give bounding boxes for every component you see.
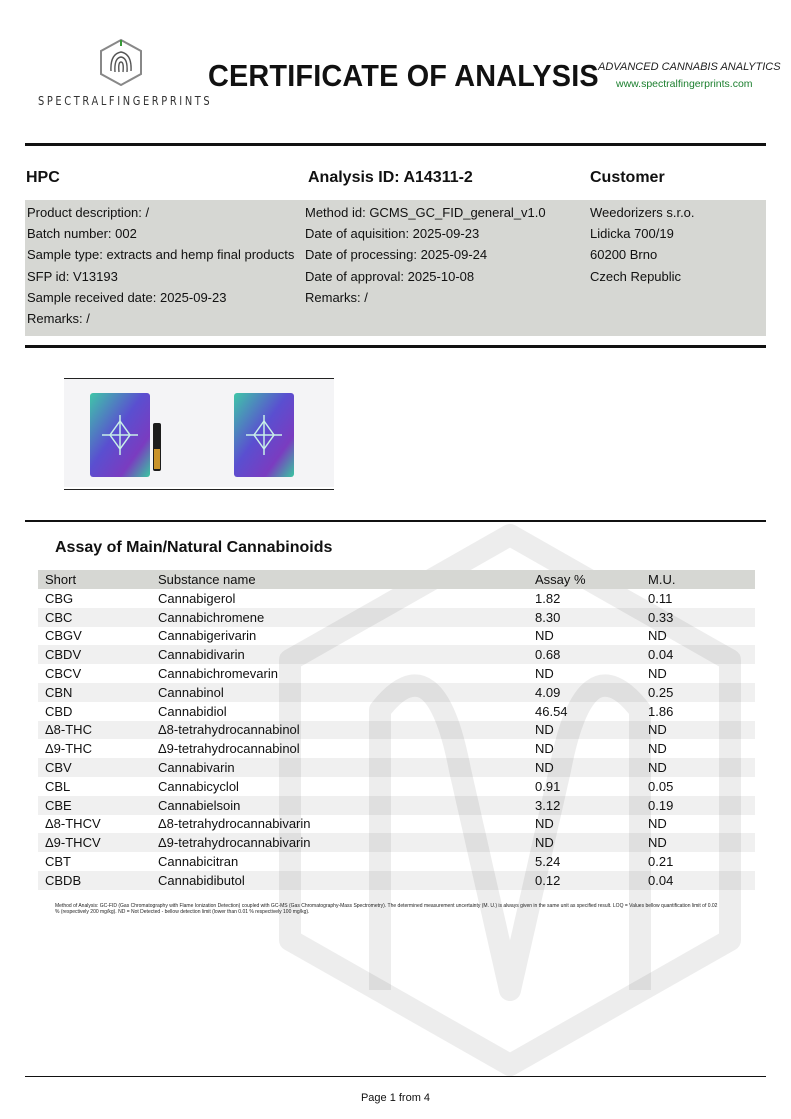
- fingerprint-logo-icon: [98, 38, 144, 86]
- cell-mu: ND: [648, 628, 667, 644]
- sample-received-date: Sample received date: 2025-09-23: [27, 289, 227, 305]
- cell-substance: Cannabigerivarin: [158, 628, 257, 644]
- cell-mu: ND: [648, 741, 667, 757]
- cell-assay: ND: [535, 628, 554, 644]
- cell-substance: Δ8-tetrahydrocannabinol: [151, 721, 528, 740]
- sample-type: Sample type: extracts and hemp final products: [27, 247, 295, 263]
- cell-substance: Cannabigerol: [158, 590, 236, 606]
- cell-mu: ND: [648, 816, 667, 832]
- cell-assay: ND: [528, 758, 641, 777]
- cell-mu: 0.33: [641, 608, 755, 627]
- date-of-approval: Date of approval: 2025-10-08: [305, 268, 475, 284]
- product-description: Product description: /: [27, 205, 150, 220]
- divider: [25, 143, 766, 146]
- cell-substance: Cannabidibutol: [151, 871, 528, 890]
- cell-short: Δ8-THC: [38, 721, 151, 740]
- column-header-short: Short: [38, 570, 151, 589]
- method-note: Method of Analysis: GC-FID (Gas Chromatography with Flame Ionization Detection) coupled with GC-MS (Gas Chromatography-Mass Spectrometry). The determined measurement uncertainty (M. U.) is always given in the same unit as specified result. LOQ = Values bellow quantification limit of 0.02 % (respectively 200 mg/kg). ND = Not Detected - bellow detection limit (lower than 0.01 % respectively 100 mg/kg).: [55, 903, 718, 916]
- table-row: [38, 589, 755, 608]
- cell-assay: ND: [535, 666, 554, 682]
- divider: [25, 520, 766, 522]
- cell-assay: 0.68: [528, 645, 641, 664]
- customer-street: Lidicka 700/19: [590, 226, 674, 242]
- cell-assay: ND: [528, 833, 641, 852]
- cell-short: CBDB: [38, 871, 151, 890]
- customer-city: 60200 Brno: [590, 247, 658, 263]
- cell-assay: ND: [535, 816, 554, 832]
- product-heading: HPC: [26, 169, 60, 186]
- table-row: [38, 702, 755, 721]
- method-id: Method id: GCMS_GC_FID_general_v1.0: [305, 205, 546, 220]
- cell-substance: Cannabicyclol: [158, 778, 239, 794]
- cell-substance: Cannabichromene: [151, 608, 528, 627]
- cell-substance: Cannabidivarin: [151, 645, 528, 664]
- sample-info: [27, 202, 294, 329]
- product-photo: [64, 378, 334, 490]
- customer-name: Weedorizers s.r.o.: [590, 205, 695, 220]
- cell-substance: Δ9-tetrahydrocannabinol: [158, 741, 300, 757]
- table-row: [38, 721, 755, 740]
- date-of-acquisition: Date of aquisition: 2025-09-23: [305, 226, 480, 242]
- table-header-row: [38, 570, 755, 589]
- cell-short: Δ8-THCV: [45, 816, 101, 832]
- cell-assay: 3.12: [528, 796, 641, 815]
- table-row: [38, 683, 755, 702]
- cell-mu: ND: [648, 666, 667, 682]
- method-info: [305, 202, 546, 308]
- method-remarks: Remarks: /: [305, 289, 368, 305]
- customer-heading: Customer: [590, 169, 665, 186]
- cell-assay: 1.82: [535, 590, 561, 606]
- table-row: [38, 871, 755, 890]
- table-row: [38, 777, 755, 796]
- cell-mu: ND: [641, 758, 755, 777]
- table-row: [38, 852, 755, 871]
- lab-name: ADVANCED CANNABIS ANALYTICS: [598, 61, 781, 73]
- cell-short: CBE: [38, 796, 151, 815]
- cell-substance: Cannabicitran: [158, 854, 239, 870]
- table-row: [38, 739, 755, 758]
- cell-assay: 5.24: [535, 854, 561, 870]
- cell-mu: 0.25: [641, 683, 755, 702]
- table-row: [38, 758, 755, 777]
- column-header-mu: M.U.: [641, 570, 755, 589]
- column-header-substance: Substance name: [151, 570, 528, 589]
- customer-info: [590, 202, 695, 287]
- assay-title: Assay of Main/Natural Cannabinoids: [55, 539, 333, 556]
- cell-substance: Δ8-tetrahydrocannabivarin: [158, 816, 311, 832]
- cell-substance: Δ9-tetrahydrocannabivarin: [151, 833, 528, 852]
- divider: [25, 345, 766, 348]
- cell-mu: 0.04: [641, 645, 755, 664]
- lab-website-link[interactable]: www.spectralfingerprints.com: [616, 78, 753, 90]
- cell-short: CBG: [45, 590, 74, 606]
- document-title: CERTIFICATE OF ANALYSIS: [208, 58, 599, 93]
- cell-substance: Cannabidiol: [158, 703, 227, 719]
- cell-mu: ND: [641, 833, 755, 852]
- table-row: [38, 664, 755, 683]
- cell-mu: 1.86: [648, 703, 674, 719]
- cell-short: CBT: [45, 854, 71, 870]
- cell-mu: 0.11: [648, 590, 673, 606]
- date-of-processing: Date of processing: 2025-09-24: [305, 247, 488, 263]
- cell-mu: 0.04: [641, 871, 755, 890]
- cell-substance: Cannabivarin: [151, 758, 528, 777]
- cell-substance: Cannabielsoin: [151, 796, 528, 815]
- cell-substance: Cannabinol: [151, 683, 528, 702]
- cell-assay: 0.91: [535, 778, 561, 794]
- table-row: [38, 645, 755, 664]
- footer-divider: [25, 1076, 766, 1077]
- cell-short: CBD: [45, 703, 73, 719]
- cannabinoid-assay-table: [38, 570, 755, 890]
- lab-logo: [38, 38, 213, 114]
- cell-assay: 8.30: [528, 608, 641, 627]
- cell-mu: 0.19: [641, 796, 755, 815]
- table-row: [38, 627, 755, 646]
- cell-mu: 0.21: [648, 854, 674, 870]
- cell-short: Δ9-THC: [45, 741, 92, 757]
- cell-short: CBCV: [45, 666, 82, 682]
- cell-short: CBL: [45, 778, 71, 794]
- cell-substance: Cannabichromevarin: [158, 666, 278, 682]
- cell-mu: ND: [641, 721, 755, 740]
- cell-assay: ND: [535, 741, 554, 757]
- cell-short: Δ9-THCV: [38, 833, 151, 852]
- sfp-id: SFP id: V13193: [27, 268, 118, 284]
- cell-assay: 46.54: [535, 703, 568, 719]
- cell-assay: 0.12: [528, 871, 641, 890]
- cell-assay: 4.09: [528, 683, 641, 702]
- cell-short: CBDV: [38, 645, 151, 664]
- customer-country: Czech Republic: [590, 268, 682, 284]
- cell-short: CBC: [38, 608, 151, 627]
- cell-short: CBN: [38, 683, 151, 702]
- table-row: [38, 796, 755, 815]
- sample-remarks: Remarks: /: [27, 311, 90, 327]
- cell-short: CBV: [38, 758, 151, 777]
- analysis-id-heading: Analysis ID: A14311-2: [308, 169, 473, 186]
- page-number: Page 1 from 4: [360, 1092, 431, 1104]
- table-row: [38, 833, 755, 852]
- table-row: [38, 815, 755, 834]
- cell-assay: ND: [528, 721, 641, 740]
- logo-wordmark: SPECTRALFINGERPRINTS: [38, 94, 213, 108]
- column-header-assay: Assay %: [528, 570, 641, 589]
- batch-number: Batch number: 002: [27, 226, 137, 242]
- cell-short: CBGV: [45, 628, 82, 644]
- table-row: [38, 608, 755, 627]
- cell-mu: 0.05: [648, 778, 674, 794]
